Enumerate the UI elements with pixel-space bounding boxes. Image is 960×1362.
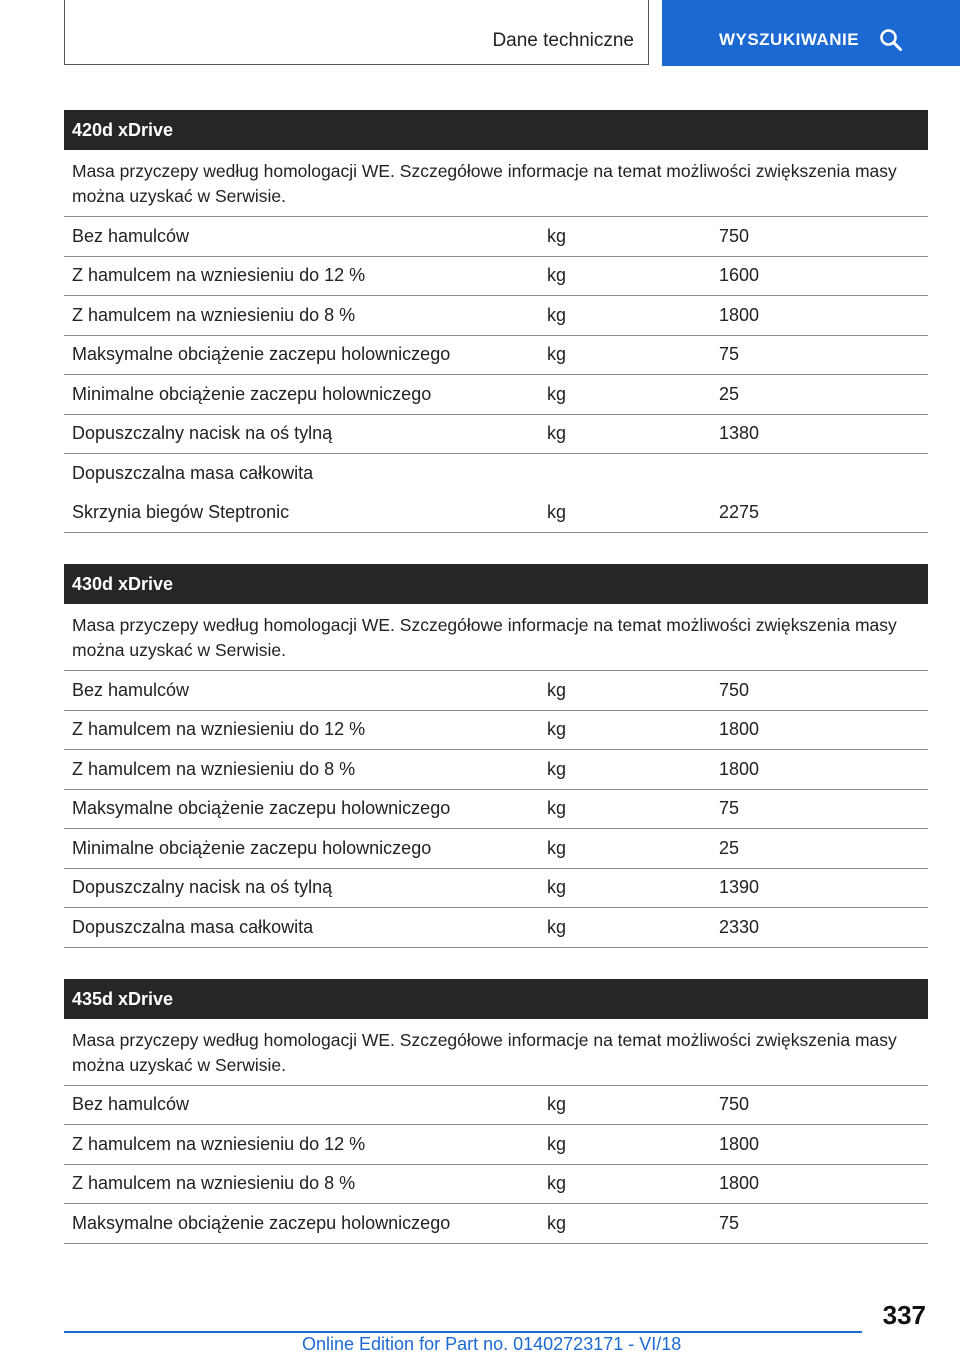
row-unit: kg	[547, 877, 567, 898]
block-title: 430d xDrive	[64, 564, 928, 604]
table-row	[64, 790, 928, 830]
block-title: 435d xDrive	[64, 979, 928, 1019]
row-value: 1800	[719, 1133, 760, 1154]
row-label: Dopuszczalny nacisk na oś tylną	[72, 877, 333, 898]
row-unit: kg	[547, 798, 567, 819]
row-value: 1390	[719, 877, 760, 898]
row-label: Z hamulcem na wzniesieniu do 8 %	[72, 758, 356, 779]
table-row	[64, 454, 928, 494]
row-value: 2275	[719, 502, 760, 523]
row-label: Z hamulcem na wzniesieniu do 12 %	[72, 719, 366, 740]
row-value: 750	[719, 225, 750, 246]
table-row	[64, 494, 928, 534]
row-unit: kg	[547, 837, 567, 858]
row-unit: kg	[547, 304, 567, 325]
spec-content	[64, 110, 928, 1275]
row-label: Z hamulcem na wzniesieniu do 12 %	[72, 265, 366, 286]
row-unit: kg	[547, 1173, 567, 1194]
table-row	[64, 1204, 928, 1244]
row-value: 1800	[719, 1173, 760, 1194]
table-row	[64, 1125, 928, 1165]
table-row	[64, 257, 928, 297]
row-label: Maksymalne obciążenie zaczepu holowniczego	[72, 1212, 451, 1233]
row-unit: kg	[547, 679, 567, 700]
row-label: Z hamulcem na wzniesieniu do 8 %	[72, 304, 356, 325]
row-value: 1380	[719, 423, 760, 444]
row-value: 750	[719, 1094, 750, 1115]
page-header	[0, 0, 960, 66]
table-row	[64, 217, 928, 257]
row-value: 1800	[719, 719, 760, 740]
row-unit: kg	[547, 225, 567, 246]
block-description: Masa przyczepy według homologacji WE. Szczegółowe informacje na temat możliwości zwiększenia masy można uzyskać w Serwisie.	[64, 150, 928, 217]
row-value: 1600	[719, 265, 760, 286]
row-value: 1800	[719, 304, 760, 325]
row-value: 75	[719, 1212, 740, 1233]
table-row	[64, 375, 928, 415]
block-title: 420d xDrive	[64, 110, 928, 150]
row-unit: kg	[547, 758, 567, 779]
row-label: Dopuszczalna masa całkowita	[72, 916, 314, 937]
table-row	[64, 1165, 928, 1205]
spec-block-435d	[64, 979, 928, 1244]
row-label: Maksymalne obciążenie zaczepu holowniczego	[72, 344, 451, 365]
footer-divider	[64, 1331, 862, 1333]
table-row	[64, 750, 928, 790]
table-row	[64, 671, 928, 711]
table-row	[64, 711, 928, 751]
table-row	[64, 336, 928, 376]
edition-text[interactable]: Online Edition for Part no. 01402723171 - VI/18	[302, 1334, 682, 1354]
block-description: Masa przyczepy według homologacji WE. Szczegółowe informacje na temat możliwości zwiększenia masy można uzyskać w Serwisie.	[64, 1019, 928, 1086]
table-row	[64, 908, 928, 948]
row-unit: kg	[547, 423, 567, 444]
row-unit: kg	[547, 1094, 567, 1115]
row-unit: kg	[547, 383, 567, 404]
row-unit: kg	[547, 916, 567, 937]
row-label: Bez hamulców	[72, 1094, 190, 1115]
spec-block-430d	[64, 564, 928, 948]
table-row	[64, 296, 928, 336]
row-label: Minimalne obciążenie zaczepu holowniczego	[72, 383, 432, 404]
row-label: Bez hamulców	[72, 679, 190, 700]
table-row	[64, 415, 928, 455]
row-unit: kg	[547, 1212, 567, 1233]
search-icon	[879, 28, 903, 52]
block-description: Masa przyczepy według homologacji WE. Szczegółowe informacje na temat możliwości zwiększenia masy można uzyskać w Serwisie.	[64, 604, 928, 671]
page-number: 337	[882, 1300, 926, 1330]
search-label: WYSZUKIWANIE	[718, 30, 860, 49]
row-label: Maksymalne obciążenie zaczepu holowniczego	[72, 798, 451, 819]
table-row	[64, 869, 928, 909]
table-row	[64, 1086, 928, 1126]
row-value: 1800	[719, 758, 760, 779]
search-button[interactable]	[662, 0, 960, 66]
row-unit: kg	[547, 719, 567, 740]
row-value: 75	[719, 798, 740, 819]
row-value: 750	[719, 679, 750, 700]
section-tab[interactable]	[64, 0, 649, 65]
row-label: Dopuszczalny nacisk na oś tylną	[72, 423, 333, 444]
row-unit: kg	[547, 1133, 567, 1154]
row-value: 2330	[719, 916, 760, 937]
row-label: Bez hamulców	[72, 225, 190, 246]
spec-block-420d	[64, 110, 928, 533]
row-unit: kg	[547, 502, 567, 523]
row-label: Z hamulcem na wzniesieniu do 8 %	[72, 1173, 356, 1194]
row-value: 25	[719, 383, 740, 404]
row-label: Dopuszczalna masa całkowita	[72, 463, 314, 484]
row-value: 75	[719, 344, 740, 365]
row-label: Skrzynia biegów Steptronic	[72, 502, 290, 523]
row-unit: kg	[547, 344, 567, 365]
row-unit: kg	[547, 265, 567, 286]
row-value: 25	[719, 837, 740, 858]
table-row	[64, 829, 928, 869]
row-label: Minimalne obciążenie zaczepu holowniczego	[72, 837, 432, 858]
section-title: Dane techniczne	[492, 30, 634, 51]
row-label: Z hamulcem na wzniesieniu do 12 %	[72, 1133, 366, 1154]
